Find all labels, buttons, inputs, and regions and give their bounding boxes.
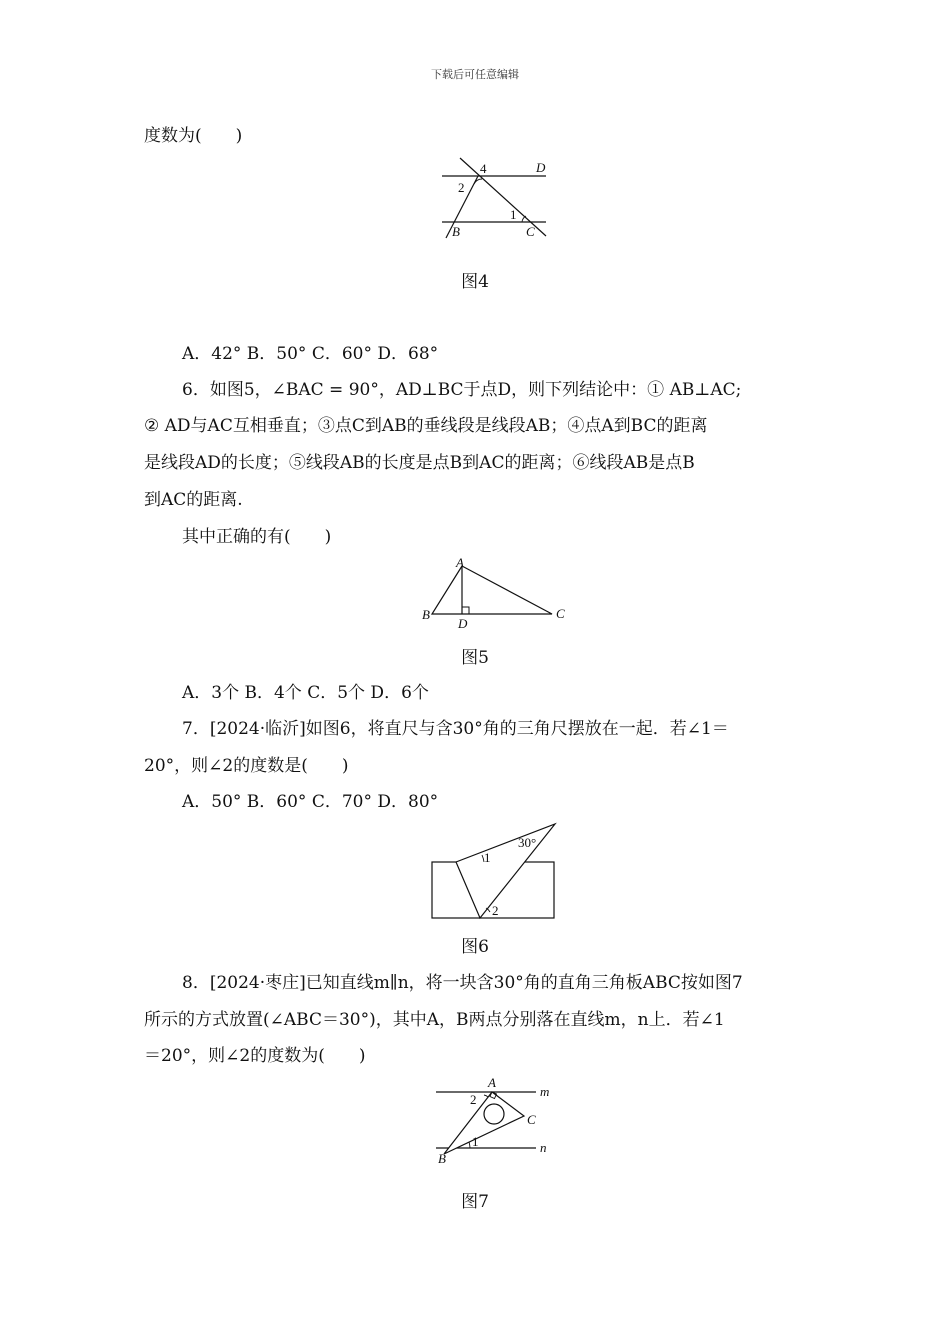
question-6-options: A．3个 B．4个 C．5个 D．6个: [182, 683, 429, 703]
fig6-label-2: 2: [492, 903, 499, 918]
figure-5-caption: 图5: [461, 648, 489, 668]
question-8-line-1: 8．[2024·枣庄]已知直线m∥n，将一块含30°角的直角三角板ABC按如图7: [182, 973, 743, 993]
figure-7: [432, 1074, 560, 1166]
page-header: 下载后可任意编辑: [431, 68, 519, 81]
figure-6: [430, 822, 560, 922]
fig7-label-n: n: [540, 1140, 547, 1155]
question-5-options: A．42° B．50° C．60° D．68°: [182, 344, 439, 364]
question-6-line-4: 到AC的距离.: [144, 490, 243, 510]
question-7-line-1: 7．[2024·临沂]如图6，将直尺与含30°角的三角尺摆放在一起．若∠1＝: [182, 719, 729, 739]
question-8-line-3: ＝20°，则∠2的度数为( ): [144, 1046, 366, 1066]
figure-5: [420, 556, 570, 632]
fig7-label-C: C: [527, 1112, 536, 1127]
fig7-label-2: 2: [470, 1092, 477, 1107]
fig4-label-D: D: [536, 160, 546, 175]
question-6-line-1: 6．如图5，∠BAC = 90°，AD⊥BC于点D，则下列结论中：① AB⊥AC;: [182, 380, 742, 400]
question-6-line-3: 是线段AD的长度；⑤线段AB的长度是点B到AC的距离；⑥线段AB是点B: [144, 453, 695, 473]
question-7-options: A．50° B．60° C．70° D．80°: [182, 792, 439, 812]
fig4-label-2: 2: [458, 180, 465, 195]
question-6-line-2: ② AD与AC互相垂直；③点C到AB的垂线段是线段AB；④点A到BC的距离: [144, 416, 708, 436]
figure-6-caption: 图6: [461, 937, 489, 957]
fig7-label-B: B: [438, 1151, 446, 1166]
fig4-label-C: C: [526, 224, 535, 239]
question-5-stem-end: 度数为( ): [144, 126, 243, 146]
fig7-label-A: A: [488, 1075, 496, 1090]
figure-7-caption: 图7: [461, 1192, 489, 1212]
fig6-label-1: 1: [484, 850, 491, 865]
fig5-label-D: D: [458, 616, 468, 631]
fig7-label-m: m: [540, 1084, 550, 1099]
figure-4: [438, 156, 556, 242]
fig7-label-1: 1: [472, 1134, 479, 1149]
fig4-label-1: 1: [510, 207, 517, 222]
fig5-label-B: B: [422, 607, 430, 622]
question-7-line-2: 20°，则∠2的度数是( ): [144, 756, 349, 776]
fig5-label-A: A: [456, 556, 464, 570]
question-8-line-2: 所示的方式放置(∠ABC＝30°)，其中A，B两点分别落在直线m，n上．若∠1: [144, 1010, 725, 1030]
fig6-label-30deg: 30°: [518, 835, 537, 850]
figure-4-caption: 图4: [461, 272, 489, 292]
fig4-label-B: B: [452, 224, 460, 239]
fig4-label-4: 4: [480, 161, 487, 176]
fig5-label-C: C: [556, 606, 565, 621]
question-6-prompt: 其中正确的有( ): [182, 527, 332, 547]
